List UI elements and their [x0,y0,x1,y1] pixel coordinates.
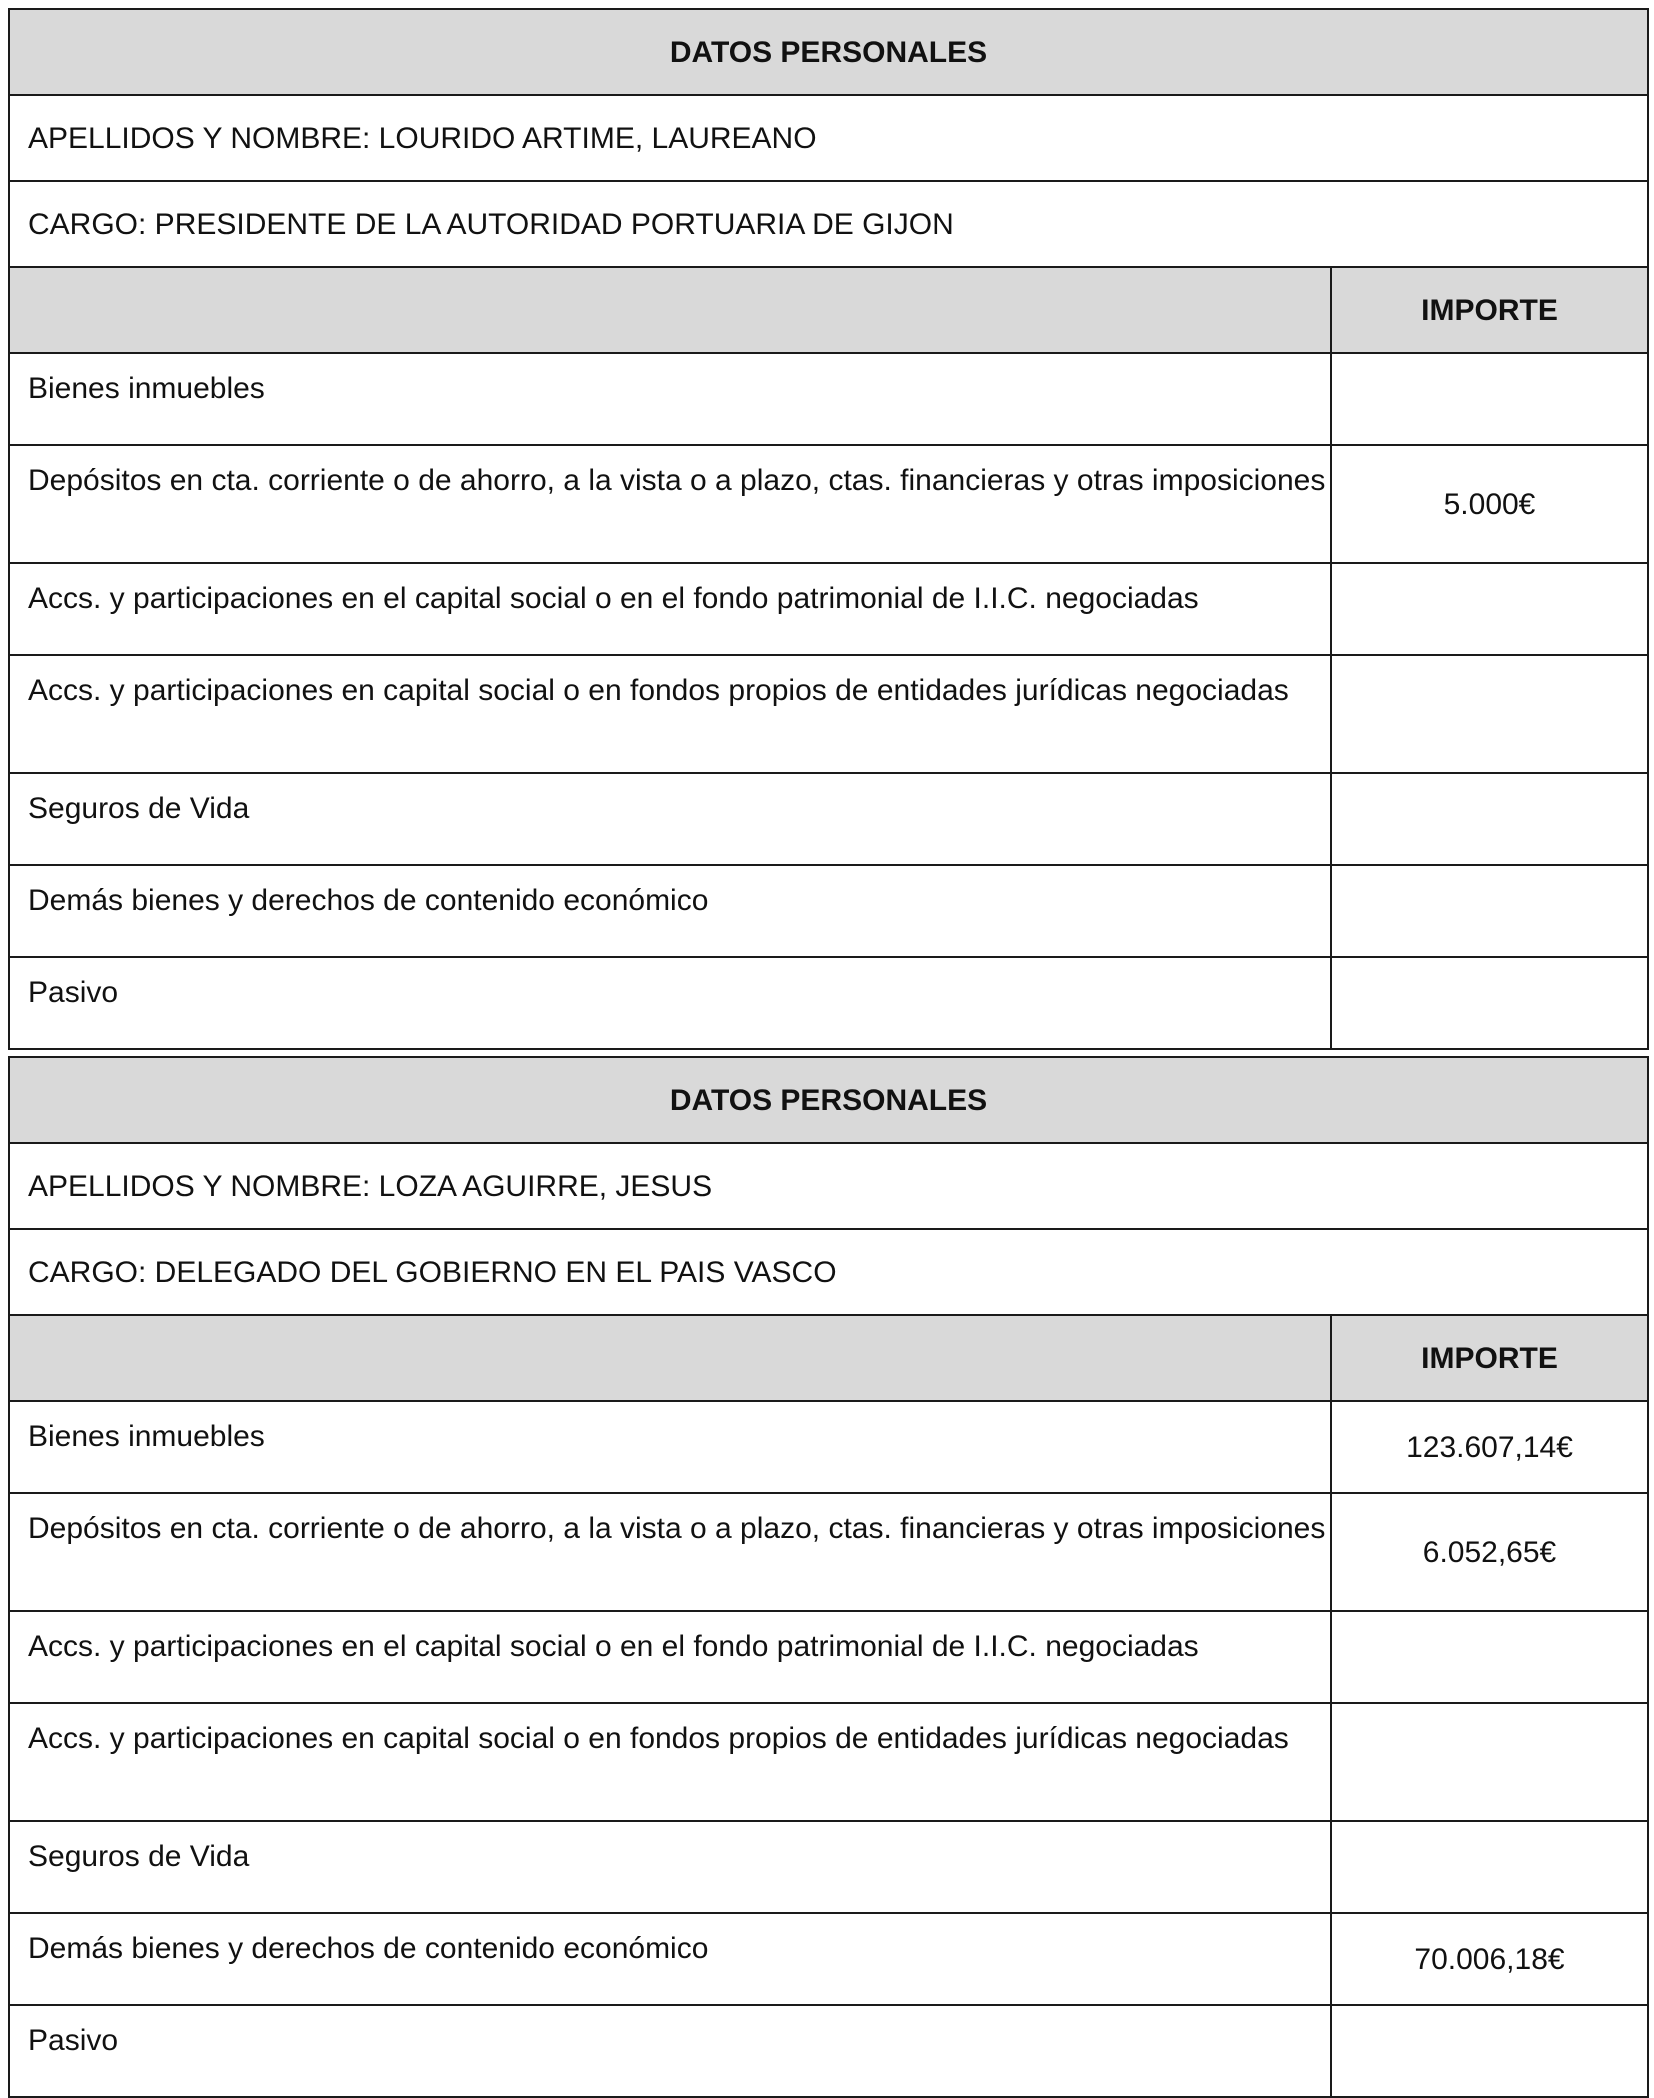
item-amount [1331,563,1648,655]
declaration-table [8,8,1649,1050]
table-row [9,1401,1648,1493]
table-row [9,865,1648,957]
table-row [9,353,1648,445]
item-amount [1331,1821,1648,1913]
name-line: APELLIDOS Y NOMBRE: LOURIDO ARTIME, LAUREANO [9,95,1648,181]
table-row [9,1913,1648,2005]
cargo-line: CARGO: DELEGADO DEL GOBIERNO EN EL PAIS VASCO [9,1229,1648,1315]
item-amount [1331,655,1648,773]
table-row [9,1821,1648,1913]
item-label: Accs. y participaciones en el capital social o en el fondo patrimonial de I.I.C. negociadas [9,563,1331,655]
table-row [9,655,1648,773]
item-amount [1331,865,1648,957]
item-label: Demás bienes y derechos de contenido económico [9,1913,1331,2005]
importe-header: IMPORTE [1331,1315,1648,1401]
item-amount [1331,2005,1648,2097]
section-header: DATOS PERSONALES [9,1057,1648,1143]
table-row [9,563,1648,655]
item-label: Accs. y participaciones en capital social o en fondos propios de entidades jurídicas negociadas [9,1703,1331,1821]
item-label: Accs. y participaciones en el capital social o en el fondo patrimonial de I.I.C. negociadas [9,1611,1331,1703]
table-row [9,1611,1648,1703]
item-label: Pasivo [9,2005,1331,2097]
item-label: Seguros de Vida [9,1821,1331,1913]
item-amount: 70.006,18€ [1331,1913,1648,2005]
item-label: Demás bienes y derechos de contenido económico [9,865,1331,957]
item-amount [1331,353,1648,445]
blank-header-cell [9,267,1331,353]
table-row [9,773,1648,865]
table-row [9,2005,1648,2097]
item-label: Depósitos en cta. corriente o de ahorro, a la vista o a plazo, ctas. financieras y otras imposiciones [9,1493,1331,1611]
table-row [9,957,1648,1049]
importe-header: IMPORTE [1331,267,1648,353]
item-label: Accs. y participaciones en capital social o en fondos propios de entidades jurídicas negociadas [9,655,1331,773]
table-row [9,445,1648,563]
declaration-table [8,1056,1649,2098]
item-amount [1331,1611,1648,1703]
item-label: Pasivo [9,957,1331,1049]
table-row [9,1703,1648,1821]
item-label: Bienes inmuebles [9,353,1331,445]
item-amount [1331,957,1648,1049]
item-amount [1331,1703,1648,1821]
item-label: Bienes inmuebles [9,1401,1331,1493]
item-label: Depósitos en cta. corriente o de ahorro, a la vista o a plazo, ctas. financieras y otras imposiciones [9,445,1331,563]
item-amount: 123.607,14€ [1331,1401,1648,1493]
name-line: APELLIDOS Y NOMBRE: LOZA AGUIRRE, JESUS [9,1143,1648,1229]
item-amount [1331,773,1648,865]
item-amount: 6.052,65€ [1331,1493,1648,1611]
item-label: Seguros de Vida [9,773,1331,865]
item-amount: 5.000€ [1331,445,1648,563]
section-header: DATOS PERSONALES [9,9,1648,95]
blank-header-cell [9,1315,1331,1401]
cargo-line: CARGO: PRESIDENTE DE LA AUTORIDAD PORTUARIA DE GIJON [9,181,1648,267]
table-row [9,1493,1648,1611]
